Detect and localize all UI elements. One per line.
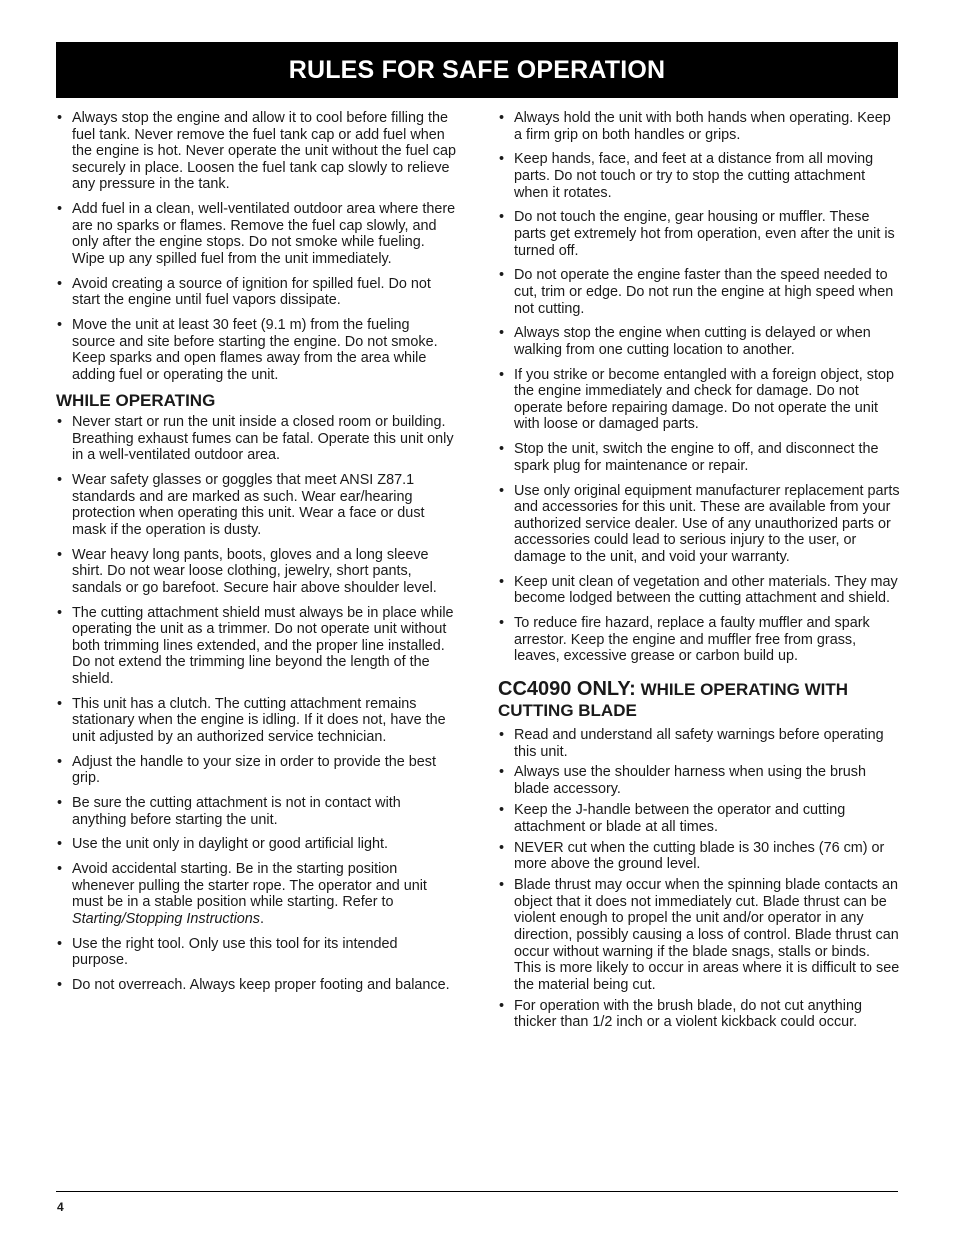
list-item: • Use only original equipment manufacturer replacement parts and accessories for this unit. These are available from your authorized service dealer. Use of any unauthorized parts or accessories could lead to serious injury to the user, or damage to the unit, and void your warranty. — [499, 482, 900, 565]
bullet-icon: • — [57, 753, 63, 770]
left-column — [56, 110, 456, 1002]
list-item: • Do not operate the engine faster than the speed needed to cut, trim or edge. Do not run the engine at high speed when not cutting. — [499, 267, 894, 317]
list-item: • Do not overreach. Always keep proper footing and balance. — [57, 977, 450, 994]
bullet-icon: • — [57, 546, 63, 563]
list-item: • Always stop the engine when cutting is delayed or when walking from one cutting location to another. — [499, 325, 871, 358]
list-item: • Always use the shoulder harness when using the brush blade accessory. — [499, 764, 866, 798]
list-item: • NEVER cut when the cutting blade is 30 inches (76 cm) or more above the ground level. — [499, 839, 885, 873]
bullet-icon: • — [499, 573, 505, 590]
page-title-bar — [56, 42, 898, 98]
list-item: • Always stop the engine and allow it to cool before filling the fuel tank. Never remove the fuel tank cap or add fuel when the engine is hot. Never operate the unit without the fuel cap securely in place. Loosen the fuel tank cap slowly to relieve any pressure in the tank. — [57, 110, 457, 193]
list-item: • To reduce fire hazard, replace a faulty muffler and spark arrestor. Keep the engine and muffler free from grass, leaves, excessive grease or carbon build up. — [499, 615, 870, 665]
bullet-icon: • — [499, 764, 505, 781]
bullet-icon: • — [499, 151, 505, 168]
bullet-icon: • — [499, 997, 505, 1014]
list-item: • Use the right tool. Only use this tool for its intended purpose. — [57, 935, 398, 969]
bullet-icon: • — [499, 615, 505, 632]
bullet-icon: • — [499, 877, 505, 894]
footer-divider — [56, 1191, 898, 1192]
fueling-list — [56, 110, 456, 383]
starting-instructions-reference: Starting/Stopping Instructions — [72, 911, 260, 927]
bullet-icon: • — [57, 695, 63, 712]
list-item: • This unit has a clutch. The cutting attachment remains stationary when the engine is idling. If it does not, have the unit adjusted by an authorized service technician. — [57, 695, 446, 745]
while-operating-heading: WHILE OPERATING — [56, 391, 216, 411]
bullet-icon: • — [57, 604, 63, 621]
list-item: • Be sure the cutting attachment is not in contact with anything before starting the unit. — [57, 795, 401, 828]
bullet-icon: • — [57, 977, 63, 994]
bullet-icon: • — [57, 472, 63, 489]
list-item: • Move the unit at least 30 feet (9.1 m) from the fueling source and site before starting the engine. Do not smoke. Keep sparks and open flames away from the area while adding fuel or operating the unit. — [57, 317, 438, 383]
bullet-icon: • — [499, 441, 505, 458]
bullet-icon: • — [499, 110, 505, 126]
bullet-icon: • — [57, 275, 63, 292]
list-item: • Avoid creating a source of ignition for spilled fuel. Do not start the engine until fuel vapors dissipate. — [57, 275, 431, 309]
bullet-icon: • — [499, 366, 505, 383]
model-label: CC4090 ONLY: — [498, 677, 636, 700]
list-item: • Keep hands, face, and feet at a distance from all moving parts. Do not touch or try to stop the cutting attachment when it rotates. — [499, 151, 874, 201]
cutting-blade-heading — [498, 679, 900, 721]
list-item: • The cutting attachment shield must always be in place while operating the unit as a trimmer. Do not operate unit without both trimming lines extended, and the proper line installed. Do not extend the trimming line beyond the length of the shield. — [57, 604, 454, 687]
list-item: • Wear heavy long pants, boots, gloves and a long sleeve shirt. Do not wear loose clothing, jewelry, short pants, sandals or go barefoot. Secure hair above shoulder level. — [57, 546, 437, 596]
list-item: • Keep the J-handle between the operator and cutting attachment or blade at all times. — [499, 802, 846, 835]
right-column — [498, 110, 900, 1035]
bullet-icon: • — [499, 482, 505, 499]
bullet-icon: • — [57, 861, 63, 878]
cutting-blade-list — [498, 727, 900, 1031]
bullet-icon: • — [57, 935, 63, 952]
page-title: RULES FOR SAFE OPERATION — [288, 55, 666, 84]
list-item-starting: • Avoid accidental starting. Be in the starting position whenever pulling the starter rope. The operator and unit must be in a stable position while starting. Refer to Starting/Stopping Instructions. — [57, 861, 427, 927]
bullet-icon: • — [57, 836, 63, 853]
list-item: • Do not touch the engine, gear housing or muffler. These parts get extremely hot from operation, even after the unit is turned off. — [499, 209, 895, 259]
bullet-icon: • — [57, 317, 63, 334]
list-item: • Stop the unit, switch the engine to off, and disconnect the spark plug for maintenance or repair. — [499, 441, 879, 474]
bullet-icon: • — [57, 414, 63, 431]
while-operating-list — [56, 414, 456, 994]
list-item: • Always hold the unit with both hands when operating. Keep a firm grip on both handles or grips. — [499, 110, 891, 143]
bullet-icon: • — [499, 209, 505, 226]
bullet-icon: • — [499, 802, 505, 819]
bullet-icon: • — [57, 110, 63, 126]
bullet-icon: • — [57, 795, 63, 812]
list-item: • If you strike or become entangled with a foreign object, stop the engine immediately and check for damage. Do not operate before repairing damage. Do not operate the unit with loose or damaged parts. — [499, 366, 894, 433]
list-item: • Never start or run the unit inside a closed room or building. Breathing exhaust fumes can be fatal. Operate this unit only in a well-ventilated outdoor area. — [57, 414, 454, 464]
list-item: • Blade thrust may occur when the spinning blade contacts an object that it does not immediately cut. Blade thrust can be violent enough to propel the unit and/or operator in any direction, possibly causing a loss of control. Blade thrust can occur without warning if the blade snags, stalls or binds. This is more likely to occur in areas where it is difficult to see the material being cut. — [499, 877, 900, 993]
bullet-icon: • — [499, 839, 505, 856]
list-item: • Wear safety glasses or goggles that meet ANSI Z87.1 standards and are marked as such. Wear ear/hearing protection when operating this unit. Wear a face or dust mask if the operation is dusty. — [57, 472, 425, 538]
bullet-icon: • — [499, 726, 505, 743]
list-item: • Use the unit only in daylight or good artificial light. — [57, 836, 388, 853]
bullet-icon: • — [499, 267, 505, 284]
list-item: • For operation with the brush blade, do not cut anything thicker than 1/2 inch or a violent kickback could occur. — [499, 997, 862, 1031]
list-item: • Add fuel in a clean, well-ventilated outdoor area where there are no sparks or flames. Remove the fuel cap slowly, and only after the engine stops. Do not smoke while fueling. Wipe up any spilled fuel from the unit immediately. — [57, 201, 456, 267]
list-item: • Read and understand all safety warnings before operating this unit. — [499, 726, 884, 760]
bullet-icon: • — [57, 201, 63, 218]
operating-list-continued — [498, 110, 900, 665]
list-item: • Keep unit clean of vegetation and other materials. They may become lodged between the cutting attachment and shield. — [499, 573, 898, 607]
cutting-blade-heading-text: WHILE OPERATING WITH CUTTING BLADE — [498, 679, 849, 720]
page-number: 4 — [57, 1200, 64, 1214]
bullet-icon: • — [499, 325, 505, 342]
list-item: • Adjust the handle to your size in order to provide the best grip. — [57, 753, 436, 787]
